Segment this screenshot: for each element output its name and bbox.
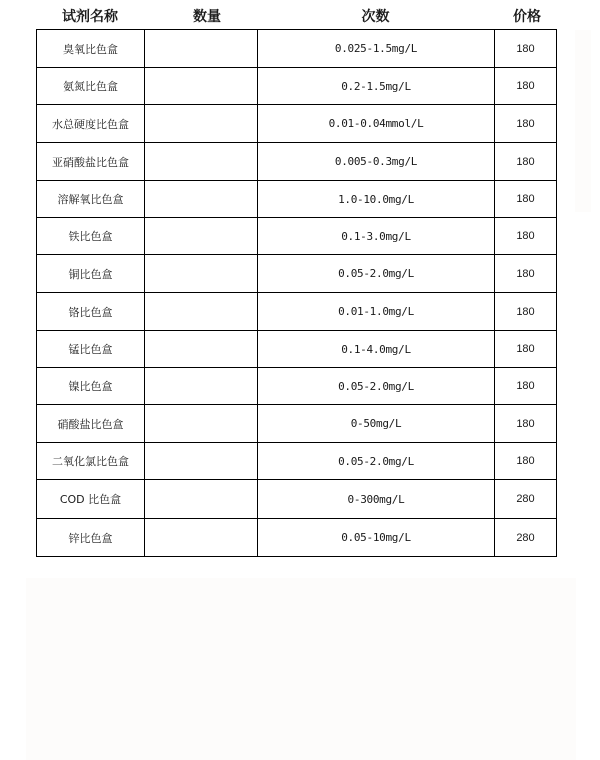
table-row [37,405,557,443]
background-panel [26,578,576,760]
price-cell: 180 [495,368,557,405]
reagent-name: 氨氮比色盒 [37,68,145,105]
header-range: 次数 [361,9,390,25]
range-cell: 0.01-0.04mmol/L [258,105,495,143]
reagent-name: 二氧化氯比色盒 [37,443,145,480]
reagent-name: 硝酸盐比色盒 [37,405,145,443]
price-cell: 280 [495,519,557,557]
table-row [37,181,557,218]
price-cell: 180 [495,143,557,181]
range-cell: 1.0-10.0mg/L [258,181,495,218]
range-cell: 0.05-10mg/L [258,519,495,557]
quantity-cell [145,255,258,293]
table-header [36,6,557,28]
quantity-cell [145,105,258,143]
price-cell: 180 [495,68,557,105]
table-row [37,255,557,293]
price-cell: 180 [495,105,557,143]
quantity-cell [145,480,258,519]
table-row [37,443,557,480]
range-cell: 0.005-0.3mg/L [258,143,495,181]
table-row [37,331,557,368]
quantity-cell [145,331,258,368]
range-cell: 0.05-2.0mg/L [258,255,495,293]
header-price: 价格 [513,9,541,25]
table-row [37,105,557,143]
reagent-name: COD 比色盒 [37,480,145,519]
reagent-name: 溶解氧比色盒 [37,181,145,218]
quantity-cell [145,368,258,405]
quantity-cell [145,519,258,557]
reagent-name: 铬比色盒 [37,293,145,331]
reagent-name: 亚硝酸盐比色盒 [37,143,145,181]
quantity-cell [145,218,258,255]
range-cell: 0.01-1.0mg/L [258,293,495,331]
range-cell: 0.1-3.0mg/L [258,218,495,255]
reagent-name: 水总硬度比色盒 [37,105,145,143]
table-row [37,480,557,519]
quantity-cell [145,293,258,331]
quantity-cell [145,143,258,181]
price-cell: 280 [495,480,557,519]
range-cell: 0.2-1.5mg/L [258,68,495,105]
quantity-cell [145,405,258,443]
price-cell: 180 [495,443,557,480]
range-cell: 0.1-4.0mg/L [258,331,495,368]
table-row [37,143,557,181]
price-cell: 180 [495,255,557,293]
reagent-price-table [36,29,557,557]
reagent-name: 铁比色盒 [37,218,145,255]
table-row [37,68,557,105]
reagent-name: 臭氧比色盒 [37,30,145,68]
range-cell: 0.05-2.0mg/L [258,368,495,405]
reagent-name: 镍比色盒 [37,368,145,405]
range-cell: 0.025-1.5mg/L [258,30,495,68]
range-cell: 0-300mg/L [258,480,495,519]
range-cell: 0.05-2.0mg/L [258,443,495,480]
price-cell: 180 [495,218,557,255]
header-reagent-name: 试剂名称 [62,9,118,25]
table-row [37,519,557,557]
range-cell: 0-50mg/L [258,405,495,443]
price-cell: 180 [495,181,557,218]
price-cell: 180 [495,293,557,331]
table-row [37,293,557,331]
quantity-cell [145,443,258,480]
price-cell: 180 [495,405,557,443]
background-strip [575,30,591,212]
price-cell: 180 [495,331,557,368]
price-cell: 180 [495,30,557,68]
quantity-cell [145,30,258,68]
header-quantity: 数量 [193,9,221,25]
quantity-cell [145,68,258,105]
table-row [37,218,557,255]
reagent-name: 锰比色盒 [37,331,145,368]
reagent-name: 锌比色盒 [37,519,145,557]
reagent-name: 铜比色盒 [37,255,145,293]
quantity-cell [145,181,258,218]
table-row [37,368,557,405]
table-row [37,30,557,68]
